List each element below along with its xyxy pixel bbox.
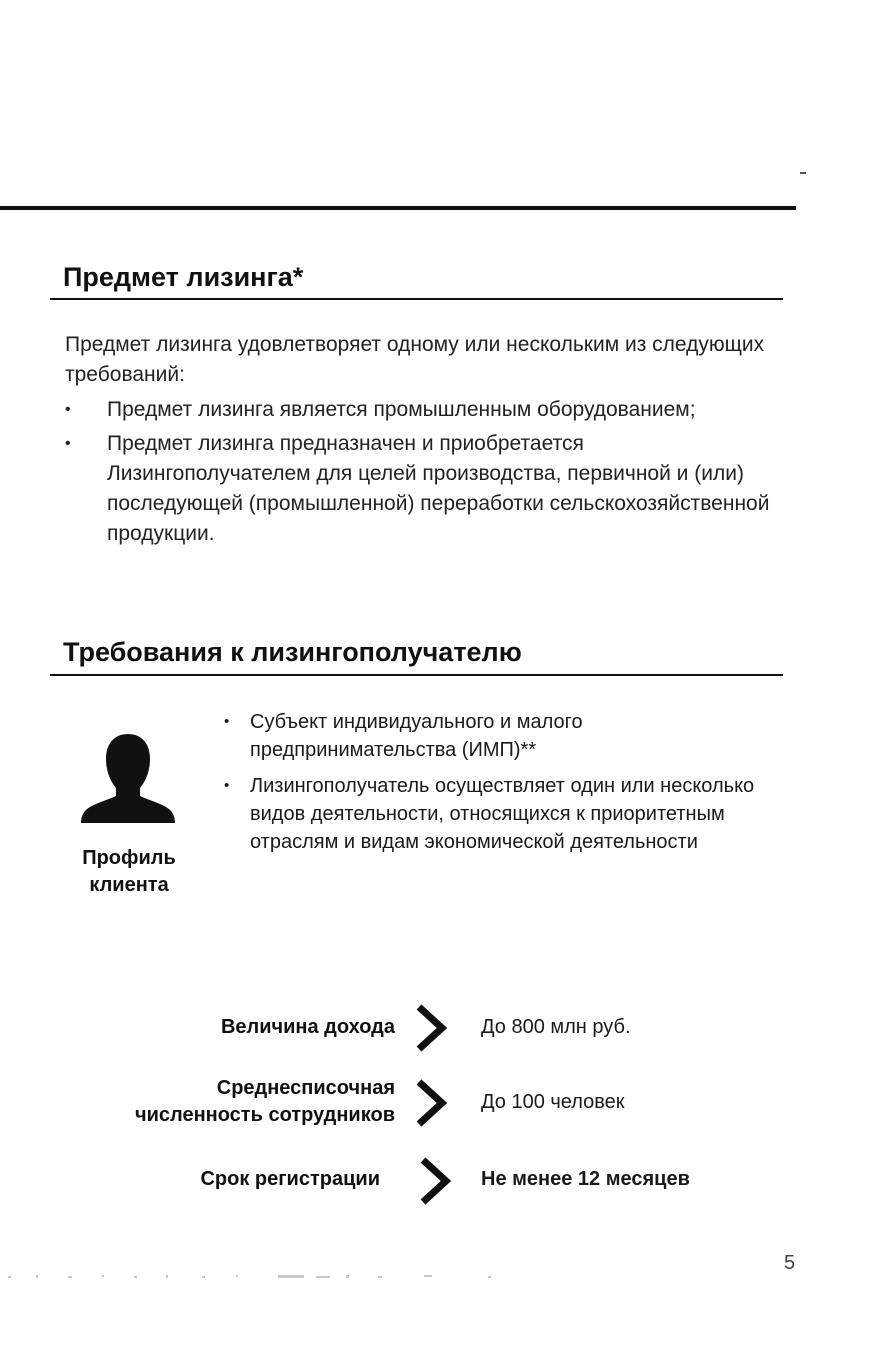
criteria-value: До 800 млн руб. (481, 1016, 631, 1038)
scan-mark (800, 172, 806, 174)
chevron-right-icon (414, 1079, 448, 1127)
criteria-value: До 100 человек (481, 1091, 625, 1113)
list-item: • Предмет лизинга предназначен и приобретается Лизингополучателем для целей производства, первичной и (или) последующей (промышленной) переработки сельскохозяйственной продукции. (65, 429, 785, 549)
person-silhouette-icon (78, 732, 178, 824)
chevron-right-icon (418, 1157, 452, 1205)
requirements-list (65, 395, 785, 553)
chevron-right-icon (414, 1004, 448, 1052)
page-number: 5 (784, 1252, 796, 1274)
list-item: • Лизингополучатель осуществляет один или несколько видов деятельности, относящихся к приоритетным отраслям и видам экономической деятельности (224, 772, 784, 856)
list-item: • Предмет лизинга является промышленным оборудованием; (65, 395, 785, 425)
section-title-leasing-subject: Предмет лизинга* (63, 262, 304, 292)
profile-label: Профиль клиента (82, 847, 176, 896)
section-intro: Предмет лизинга удовлетворяет одному или нескольким из следующих требований: (65, 333, 765, 386)
criteria-label: Срок регистрации (200, 1168, 380, 1190)
section-title-lessee-requirements: Требования к лизингополучателю (63, 637, 522, 667)
scan-noise (6, 1270, 496, 1282)
criteria-label: Среднесписочная численность сотрудников (134, 1077, 395, 1126)
section-divider (50, 674, 783, 676)
section-divider (50, 298, 783, 300)
top-divider (0, 206, 796, 210)
lessee-requirements-list (224, 708, 784, 864)
criteria-value: Не менее 12 месяцев (481, 1168, 690, 1190)
list-item: • Субъект индивидуального и малого предпринимательства (ИМП)** (224, 708, 784, 764)
criteria-label: Величина дохода (220, 1016, 395, 1038)
